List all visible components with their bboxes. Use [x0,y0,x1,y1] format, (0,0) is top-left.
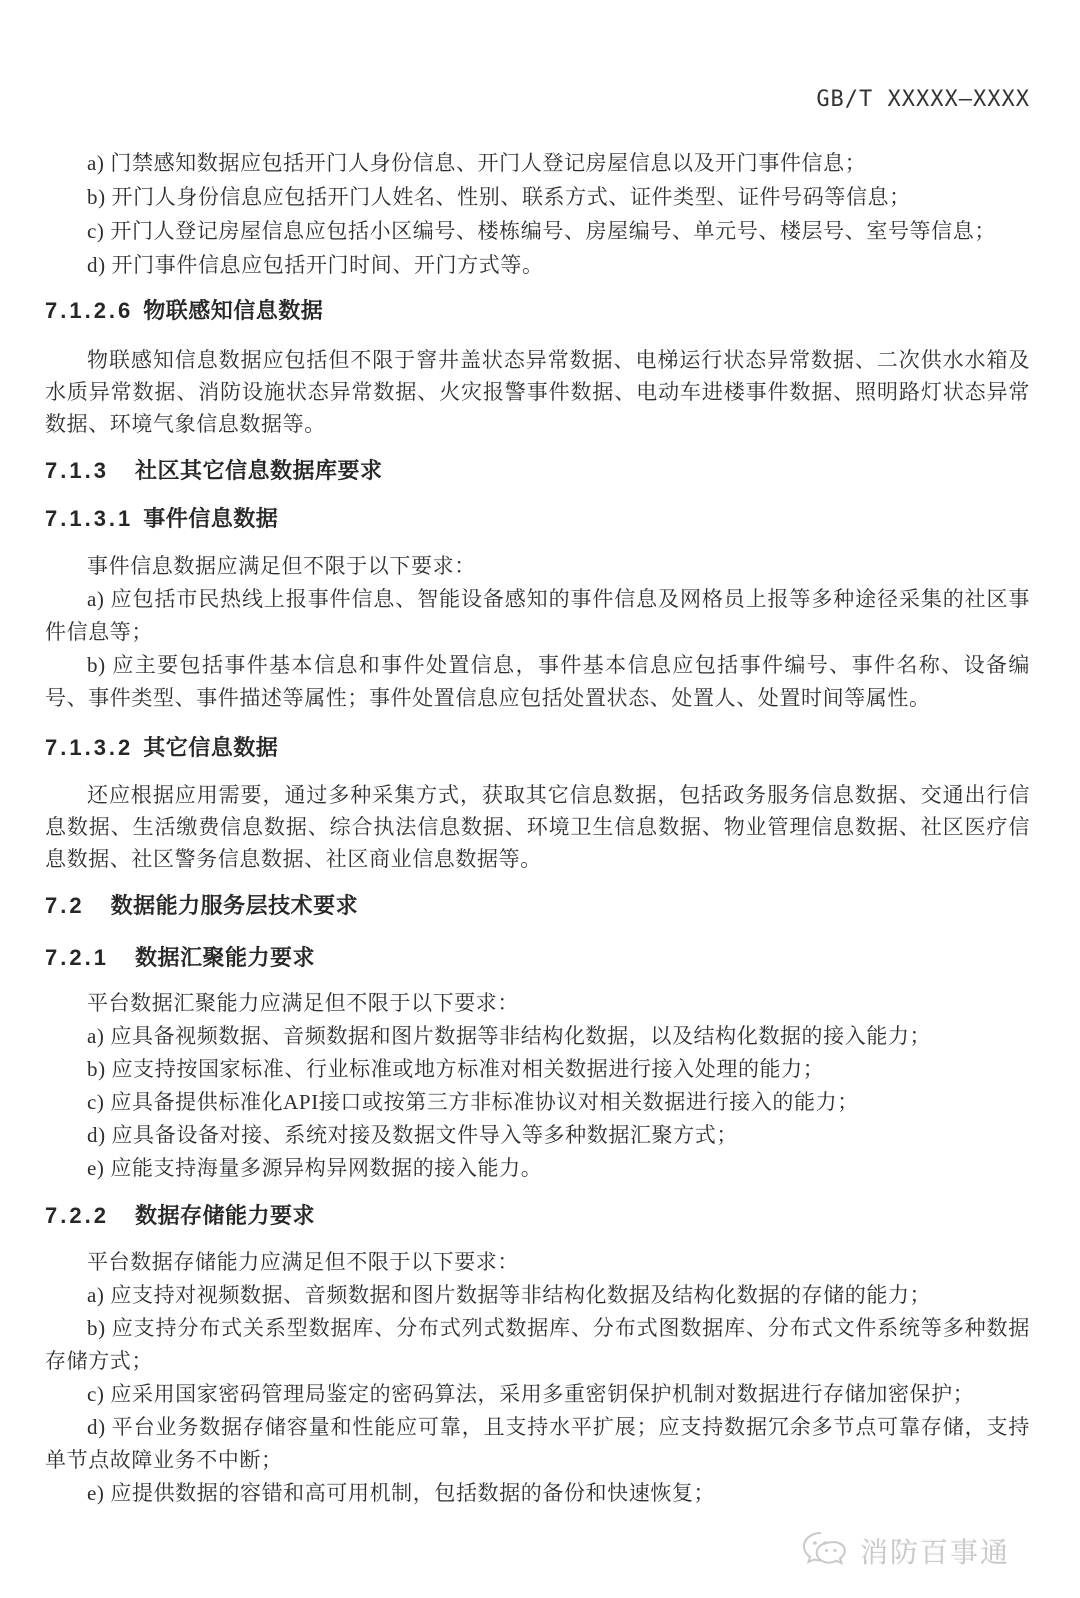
heading-7-1-2-6 [45,296,1030,326]
section-title: 社区其它信息数据库要求 [134,458,383,483]
section-number: 7.1.3 [45,458,109,483]
list-item-d: d) 开门事件信息应包括开门时间、开门方式等。 [87,253,544,277]
section-title: 数据汇聚能力要求 [134,945,315,970]
list-item-b: b) 开门人身份信息应包括开门人姓名、性别、联系方式、证件类型、证件号码等信息； [87,185,911,209]
heading-7-2 [45,891,1030,921]
watermark [45,1530,1030,1572]
list-item-b: b) 应支持按国家标准、行业标准或地方标准对相关数据进行接入处理的能力； [87,1057,825,1081]
list-item-b: b) 应支持分布式关系型数据库、分布式列式数据库、分布式图数据库、分布式文件系统等多种数据存储方式； [45,1316,1030,1373]
section-number: 7.1.3.2 [45,735,134,760]
paragraph-iot-sensing: 物联感知信息数据应包括但不限于窨井盖状态异常数据、电梯运行状态异常数据、二次供水水箱及水质异常数据、消防设施状态异常数据、火灾报警事件数据、电动车进楼事件数据、照明路灯状态异常数据、环境气象信息数据等。 [45,348,1030,436]
list-item-b: b) 应主要包括事件基本信息和事件处置信息，事件基本信息应包括事件编号、事件名称、设备编号、事件类型、事件描述等属性；事件处置信息应包括处置状态、处置人、处置时间等属性。 [45,653,1030,710]
list-item-c: c) 应具备提供标准化API接口或按第三方非标准协议对相关数据进行接入的能力； [87,1090,859,1114]
wechat-icon [800,1530,852,1572]
list-item-d: d) 平台业务数据存储容量和性能应可靠，且支持水平扩展；应支持数据冗余多节点可靠存储，支持单节点故障业务不中断； [45,1415,1030,1472]
section-number: 7.1.3.1 [45,506,134,531]
paragraph-other-info: 还应根据应用需要，通过多种采集方式，获取其它信息数据，包括政务服务信息数据、交通出行信息数据、生活缴费信息数据、综合执法信息数据、环境卫生信息数据、物业管理信息数据、社区医疗信息数据、社区警务信息数据、社区商业信息数据等。 [45,783,1030,871]
section-number: 7.1.2.6 [45,298,134,323]
section-title: 其它信息数据 [143,735,279,760]
heading-7-1-3 [45,456,1030,486]
list-item-c: c) 应采用国家密码管理局鉴定的密码算法，采用多重密钥保护机制对数据进行存储加密保护； [87,1382,975,1406]
list-item-a: a) 门禁感知数据应包括开门人身份信息、开门人登记房屋信息以及开门事件信息； [87,151,867,175]
section-title: 数据能力服务层技术要求 [110,893,359,918]
section-number: 7.2.2 [45,1203,109,1228]
paragraph-event-intro: 事件信息数据应满足但不限于以下要求： [87,554,476,578]
section-title: 数据存储能力要求 [134,1203,315,1228]
list-item-c: c) 开门人登记房屋信息应包括小区编号、楼栋编号、房屋编号、单元号、楼层号、室号等信息； [87,219,996,243]
heading-7-1-3-2 [45,733,1030,763]
heading-7-2-2 [45,1201,1030,1231]
list-item-a: a) 应包括市民热线上报事件信息、智能设备感知的事件信息及网格员上报等多种途径采集的社区事件信息等； [45,587,1030,644]
door-access-list [45,146,1030,282]
doc-number: GB/T XXXXX—XXXX [816,87,1030,112]
heading-7-1-3-1 [45,504,1030,534]
section-number: 7.2 [45,893,85,918]
watermark-label: 消防百事通 [859,1537,1010,1568]
list-item-e: e) 应能支持海量多源异构异网数据的接入能力。 [87,1156,543,1180]
list-item-a: a) 应具备视频数据、音频数据和图片数据等非结构化数据，以及结构化数据的接入能力； [87,1024,932,1048]
list-item-a: a) 应支持对视频数据、音频数据和图片数据等非结构化数据及结构化数据的存储的能力； [87,1283,932,1307]
paragraph-aggregation-intro: 平台数据汇聚能力应满足但不限于以下要求： [87,991,519,1015]
heading-7-2-1 [45,943,1030,973]
paragraph-storage-intro: 平台数据存储能力应满足但不限于以下要求： [87,1250,519,1274]
section-title: 事件信息数据 [143,506,279,531]
list-item-e: e) 应提供数据的容错和高可用机制，包括数据的备份和快速恢复； [87,1481,716,1505]
list-item-d: d) 应具备设备对接、系统对接及数据文件导入等多种数据汇聚方式； [87,1123,738,1147]
section-title: 物联感知信息数据 [143,298,324,323]
section-number: 7.2.1 [45,945,109,970]
